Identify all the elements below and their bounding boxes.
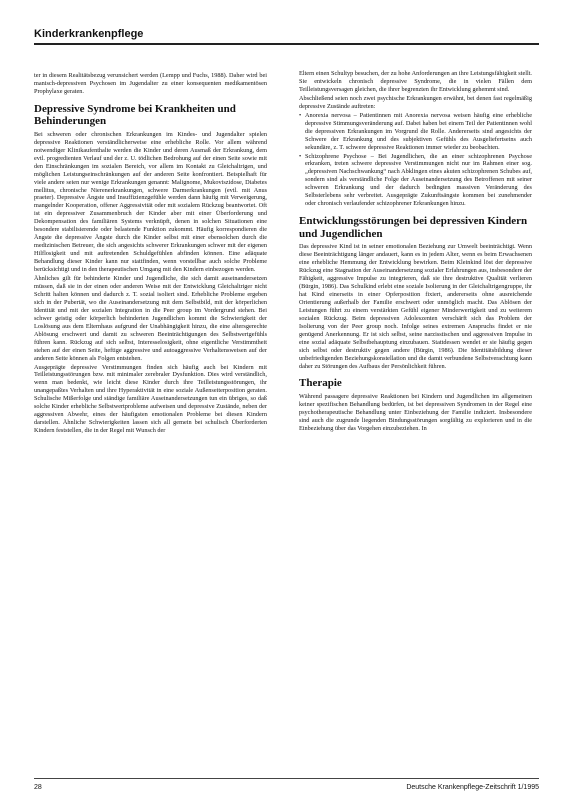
paragraph: Eltern einen Schultyp besuchen, der zu hohe Anforderungen an ihre Leistungsfähigkeit stellt. Sie entwickeln chronisch depressive Syndrome, die in vielen Fällen dem Teilleistungsversagen gleichen, die ihrer begrenzten ihr Entwicklung gehemmt sind. [299,70,532,93]
list-item: • Schizophrene Psychose – Bei Jugendlichen, die an einer schizophrenen Psychose erkranken, treten schwere depressive Verstimmungen nicht nur im Rahmen einer sog. „depressiven Nachschwankung“ nach Abklingen eines akuten schizophrenen Schubes auf, sondern sind als verständliche Folge der Auseinandersetzung des Betroffenen mit seiner schweren Erkrankung und der dadurch bedingten massiven Veränderung des Selbsterlebens sehr verbreitet. Ausgeprägte Zukunftsängste kommen bei zunehmender oder chronisch verlaufender schizophrener Erkrankungen hinzu. [299,153,532,209]
section-title: Kinderkrankenpflege [34,28,144,40]
paragraph: Ähnliches gilt für behinderte Kinder und Jugendliche, die sich damit auseinandersetzen müssen, daß sie in der einen oder anderen Weise mit der Entwicklung Gleichaltriger nicht Schritt halten können und dadurch z. T. sozial isoliert sind. Erhebliche Probleme ergeben sich in der Pubertät, wo die Auseinandersetzung mit dem Selbstbild, mit der körperlichen Identität und mit der sozialen Integration in die Peer group im Vordergrund stehen. Bei schwer geistig oder körperlich behinderten Jugendlichen kommt die Schwierigkeit der Loslösung aus dem Elternhaus aufgrund der Unabhängigkeit hinzu, die eine altersgerechte Ablösung erschwert und damit zu schweren Beeinträchtigungen des Selbstwertgefühls führen kann. Rückzug auf sich selbst, Interesselosigkeit, ohne eigentliche Verstimmtheit stehen auf der einen Seite, heftige aggressive und autoaggressive Verhaltensweisen auf der anderen Seite können als Folgen entstehen. [34,275,267,362]
heading-therapie: Therapie [299,377,342,390]
running-header [34,28,539,40]
header-rule [34,43,539,45]
intro-paragraph: ter in diesem Realitätsbezug verunsichert werden (Lempp und Fuchs, 1988). Daher wird bei manisch-depressiven Psychosen im Jugendalter zu einer konsequenten medikamentösen Prophylaxe geraten. [34,72,267,95]
left-column [34,72,267,436]
paragraph: Während passagere depressive Reaktionen bei Kindern und Jugendlichen im allgemeinen keiner spezifischen Behandlung bedürfen, ist bei depressiven Syndromen in der Regel eine psychotherapeutische Behandlung unter Einbeziehung der Familie indiziert. Insbesondere sind auch die zugrunde liegenden Bindungsstörungen sorgfältig zu explorieren und in die Einbeziehung über das Vorgehen einzubeziehen. In [299,392,532,432]
bullet-list [299,112,532,208]
heading-entwicklungsstoerungen: Entwicklungsstörungen bei depressiven Kindern und Jugendlichen [299,215,528,240]
paragraph: Ausgeprägte depressive Verstimmungen finden sich häufig auch bei Kindern mit Teilleistungsstörungen bzw. mit minimaler zerebraler Dysfunktion. Dies wird verständlich, wenn man bedenkt, wie leicht diese Kinder durch ihre Teilleistungsstörungen, ihr unangepaßtes Verhalten und ihre Hyperaktivität in eine soziale Außenseiterposition geraten. Schulische Mißerfolge und ständige familiäre Auseinandersetzungen tun ein übriges, so daß solche Kinder erhebliche Selbstwertprobleme aufweisen und depressive Zustände, neben der aggressiven Abwehr, eines der häufigsten emotionalen Probleme bei diesen Kindern darstellen. Ähnliche Schwierigkeiten lassen sich all gemein bei schulisch Überforderten Kindern feststellen, die in der Regel mit Wunsch der [34,363,267,435]
list-item: • Anorexia nervosa – Patientinnen mit Anorexia nervosa weisen häufig eine erhebliche depressive Stimmungsveränderung auf. Dabei haben bei einem Teil der Patientinnen wohl die depressiven Erkrankungen im Vorgrund die Rolle. Andererseits sind angesichts der Schwere der Erkrankung und des subjektiven Gefühls des Ausgeliefertseins auch sekundäre, z. T. schwere depressive Reaktionen immer wieder zu beobachten. [299,112,532,152]
journal-citation: Deutsche Krankenpflege-Zeitschrift 1/1995 [406,784,539,791]
heading-depressive-syndrome: Depressive Syndrome bei Krankheiten und Behinderungen [34,102,236,128]
footer-rule [34,778,539,779]
paragraph: Bei schweren oder chronischen Erkrankungen im Kindes- und Jugendalter spielen depressive Reaktionen verständlicherweise eine erhebliche Rolle. Vor allem während notwendiger Klinikaufenthalte werden die Kinder und deren Ausmaß der Erkrankung, dem evtl. progredienten Verlauf und der z. U. tödlichen Bedrohung auf der einen Seite sowie mit den Einschränkungen im sozialen Bereich, vor allem im Kontakt zu Gleichaltrigen, und möglichen Leistungseinschränkungen auf der anderen Seite konfrontiert. Beispielhaft für viele andere seien nur wenige Erkrankungen genannt: Malignome, Mukoviszidose, Diabetes mellitus, chronische Nierenerkrankungen, schwere Darmerkrankungen (evtl. mit Anus praeter). Depressive Ängste und Insuffizienzgefühle werden dann häufig mit Verweigerung, mangelnder Kooperation, offener Aggressivität oder mit sozialem Rückzug beantwortet. Oft ist ein depressiver Zusammenbruch der Kinder aber mit einer Überforderung und Dekompensation des familiären Systems verknüpft, denen in solchen Situationen eine besondere stabilisierende oder belastende Funktion zukommt. Häufig korrespondieren die Ängste die depressive Ängste durch die Kinder selbst mit einer ebensolchen durch die medizinischen Betreuer, die sich angesichts schwerer Erkrankungen schwer mit der eigenen Hilflosigkeit und mit auftretenden Schuldgefühlen abfinden können. Eine adäquate Behandlung dieser Kinder kann nur stattfinden, wenn vorstellbar auch solche Probleme berücksichtigt und in den therapeutischen Umgang mit den Kindern einbezogen werden. [34,130,267,274]
paragraph: Abschließend seien noch zwei psychische Erkrankungen erwähnt, bei denen fast regelmäßig depressive Zustände auftreten: [299,94,532,110]
paragraph: Das depressive Kind ist in seiner emotionalen Beziehung zur Umwelt beeinträchtigt. Wenn diese Beeinträchtigung länger andauert, kann es in jedem Alter, wenn es beim Erwachsenen eine erhebliche Hemmung der Entwicklung bewirken. Beim Kleinkind löst der depressive Rückzug eine Stagnation der Auseinandersetzung sozialer Erfahrungen aus, insbesondere der Fähigkeit, aggressive Impulse zu integrieren, daß sie ihre destruktive Qualität verlieren (Bürgin, 1986). Das Schulkind erlebt eine soziale Isolierung in der Gleichaltrigengruppe, ihr hat Kind einerseits in einer Opferposition fixiert, andererseits ohne ausreichende Orientierung außerhalb der Familie erschwert oder unmöglich macht. Das Ablösen der Leistungen führt zu einem verstärkten Gefühl eigener Minderwertigkeit und zu weiterem sozialen Rückzug. Beim depressiven Adoleszenten verschärft sich das Problem der Isolierung von der Peer group noch. Infolge seines extremen Anspruchs findet er nie genügend Anerkennung. Er ist sich selbst, seine narzisstischen und aggressiven Impulse in eine sozial adäquate Selbstbehauptung einzubauen. Stattdessen wendet er sie häufig gegen sich selbst oder destruktiv gegen andere (Bürgin, 1986). Die Identitätsbildung dieser unbefriedigenden Beziehungskonstellation und die damit verbundene Selbstverachtung kann daher zu Störungen des Aufbaus der Persönlichkeit führen. [299,243,532,370]
right-column [299,70,532,434]
page-number: 28 [34,784,42,791]
